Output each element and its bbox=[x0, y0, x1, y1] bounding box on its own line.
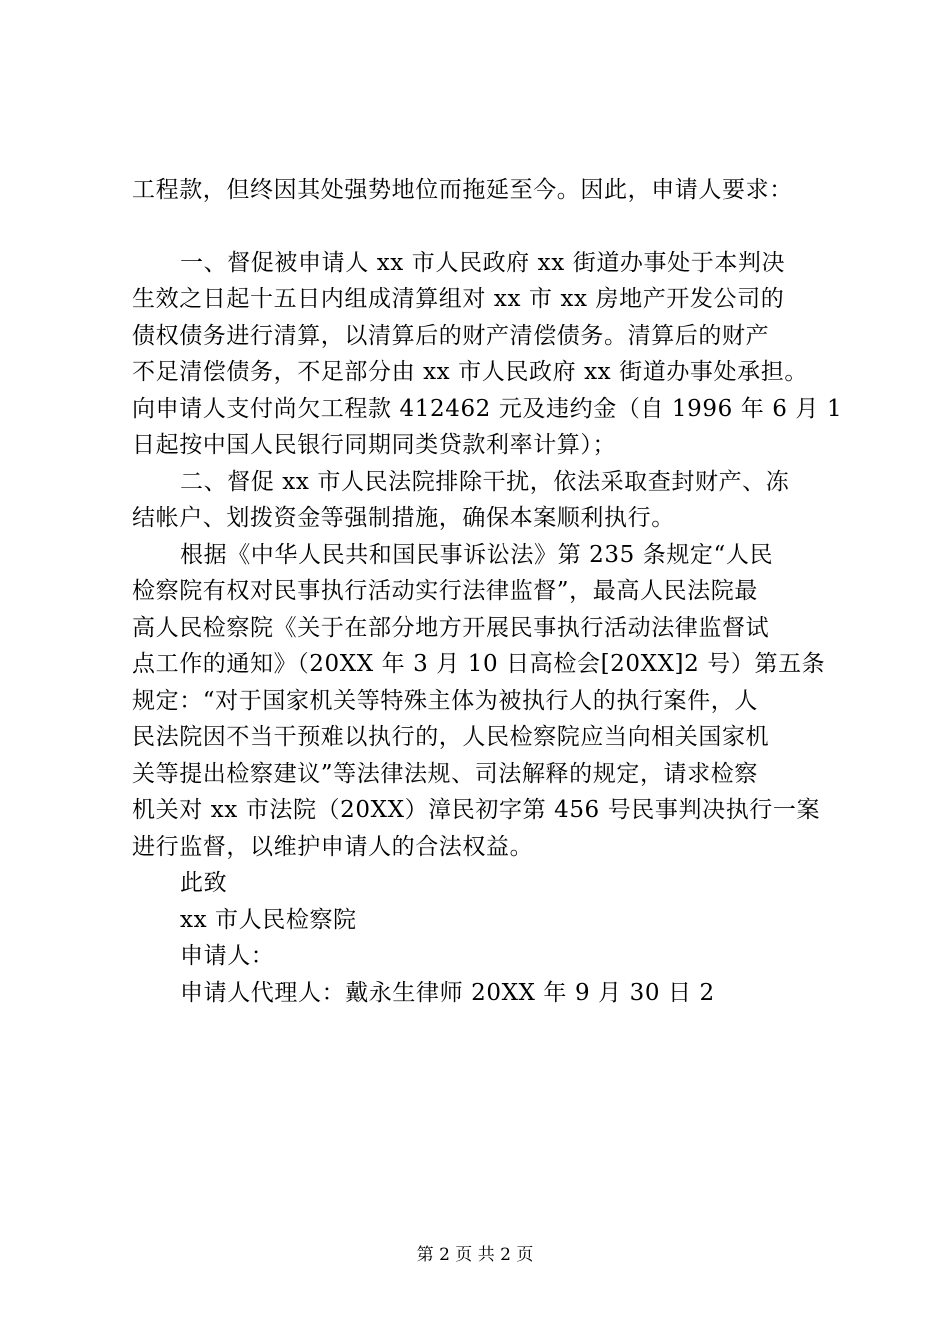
item2-line-2: 结帐户、划拨资金等强制措施，确保本案顺利执行。 bbox=[132, 505, 675, 531]
salutation: 此致 bbox=[180, 870, 228, 896]
item1-line-4: 不足清偿债务，不足部分由 xx 市人民政府 xx 街道办事处承担。 bbox=[132, 359, 808, 385]
item1-line-5: 向申请人支付尚欠工程款 412462 元及违约金（自 1996 年 6 月 1 bbox=[132, 395, 843, 422]
page-number: 第 2 页 共 2 页 bbox=[416, 1245, 534, 1265]
paragraph-gap bbox=[132, 209, 850, 245]
basis-line-1: 根据《中华人民共和国民事诉讼法》第 235 条规定“人民 bbox=[180, 541, 774, 568]
basis-line-3: 高人民检察院《关于在部分地方开展民事执行活动法律监督试 bbox=[132, 614, 770, 641]
recipient: xx 市人民检察院 bbox=[180, 906, 357, 933]
page-footer bbox=[0, 1245, 950, 1265]
basis-line-5: 规定：“对于国家机关等特殊主体为被执行人的执行案件，人 bbox=[132, 687, 758, 714]
basis-line-9: 进行监督，以维护申请人的合法权益。 bbox=[132, 833, 534, 860]
document-body bbox=[132, 172, 850, 1011]
basis-line-4: 点工作的通知》（20XX 年 3 月 10 日高检会[20XX]2 号）第五条 bbox=[132, 651, 826, 677]
item1-line-6: 日起按中国人民银行同期同类贷款利率计算）； bbox=[132, 432, 617, 458]
item1-line-3: 债权债务进行清算，以清算后的财产清偿债务。清算后的财产 bbox=[132, 322, 770, 349]
basis-line-6: 民法院因不当干预难以执行的，人民检察院应当向相关国家机 bbox=[132, 724, 770, 750]
basis-line-8: 机关对 xx 市法院（20XX）漳民初字第 456 号民事判决执行一案 bbox=[132, 797, 821, 823]
basis-line-7: 关等提出检察建议”等法律法规、司法解释的规定，请求检察 bbox=[132, 760, 758, 787]
basis-line-2: 检察院有权对民事执行活动实行法律监督”，最高人民法院最 bbox=[132, 578, 758, 604]
agent-line: 申请人代理人：戴永生律师 20XX 年 9 月 30 日 2 bbox=[180, 979, 715, 1006]
item1-line-2: 生效之日起十五日内组成清算组对 xx 市 xx 房地产开发公司的 bbox=[132, 286, 785, 312]
applicant-label: 申请人： bbox=[180, 943, 275, 969]
item2-line-1: 二、督促 xx 市人民法院排除干扰，依法采取查封财产、冻 bbox=[180, 468, 790, 495]
opening-line: 工程款，但终因其处强势地位而拖延至今。因此，申请人要求： bbox=[132, 177, 793, 203]
item1-line-1: 一、督促被申请人 xx 市人民政府 xx 街道办事处于本判决 bbox=[180, 249, 786, 276]
